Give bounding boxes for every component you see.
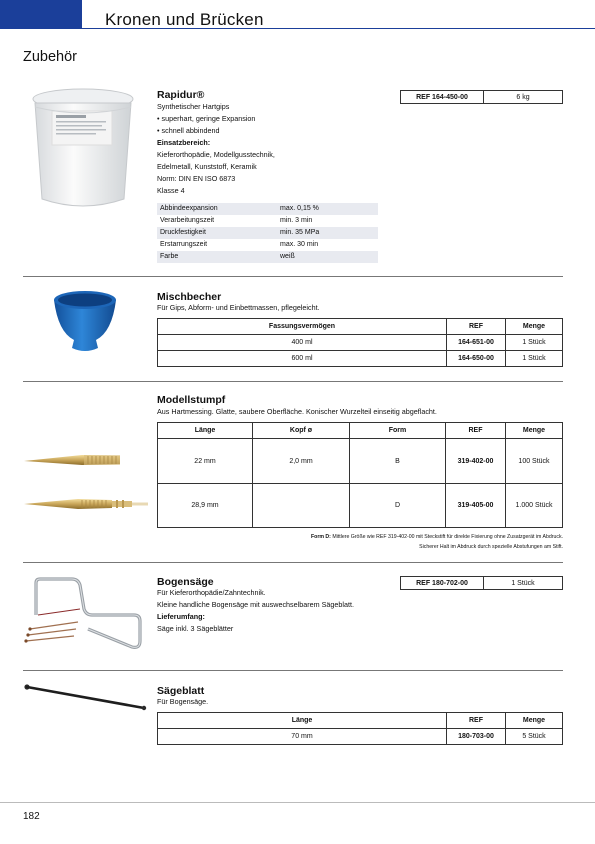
modellstumpf-title: Modellstumpf — [157, 394, 226, 406]
property-row — [157, 251, 378, 263]
bogensaege-ref: REF 180-702-00 — [401, 577, 484, 590]
bogensaege-scope: Säge inkl. 3 Sägeblätter — [157, 624, 234, 633]
rapidur-qty: 6 kg — [484, 91, 563, 104]
property-value: weiß — [280, 253, 295, 260]
rapidur-line: • schnell abbindend — [157, 126, 220, 135]
property-row — [157, 227, 378, 239]
bogensaege-qty: 1 Stück — [484, 577, 563, 590]
rapidur-properties — [157, 203, 378, 263]
note-line: Mittlere Größe wie REF 319-402-00 mit Steckstift für direkte Fixierung ohne Zusatzgerät im Abdruck. — [332, 534, 563, 540]
property-row — [157, 215, 378, 227]
bogensaege-line: Für Kieferorthopädie/Zahntechnik. — [157, 588, 266, 597]
brand-bar — [0, 0, 82, 29]
saegeblatt-title: Sägeblatt — [157, 685, 205, 697]
table-cell-ref: 319-402-00 — [446, 439, 506, 484]
bogensaege-description — [157, 587, 354, 635]
rapidur-klasse: Klasse 4 — [157, 186, 185, 195]
column-header: Länge — [158, 423, 253, 439]
model-pin-b-image — [22, 450, 122, 470]
section-divider — [23, 381, 563, 382]
property-value: max. 0,15 % — [280, 205, 319, 212]
table-header-row — [158, 713, 563, 729]
property-name: Farbe — [160, 253, 179, 260]
table-cell — [253, 484, 350, 528]
plaster-bucket-image — [30, 85, 136, 213]
property-name: Verarbeitungszeit — [160, 217, 215, 224]
column-header: Menge — [506, 423, 563, 439]
table-cell: 5 Stück — [506, 729, 563, 745]
footer-rule — [0, 802, 595, 803]
bogensaege-title: Bogensäge — [157, 576, 214, 588]
table-cell: B — [350, 439, 446, 484]
table-cell: 70 mm — [158, 729, 447, 745]
table-header-row — [158, 423, 563, 439]
column-header: Länge — [158, 713, 447, 729]
table-cell-ref: 164-651-00 — [447, 335, 506, 351]
rapidur-usage-line: Edelmetall, Kunststoff, Keramik — [157, 162, 257, 171]
property-row — [157, 203, 378, 215]
table-row — [158, 484, 563, 528]
mixing-cup-image — [50, 288, 120, 354]
table-cell: 2,0 mm — [253, 439, 350, 484]
property-value: max. 30 min — [280, 241, 319, 248]
bogensaege-line: Kleine handliche Bogensäge mit auswechselbarem Sägeblatt. — [157, 600, 354, 609]
section-title: Zubehör — [23, 49, 78, 65]
property-name: Erstarrungszeit — [160, 241, 208, 248]
table-cell: D — [350, 484, 446, 528]
column-header: Fassungsvermögen — [158, 319, 447, 335]
modellstumpf-description: Aus Hartmessing. Glatte, saubere Oberfläche. Konischer Wurzelteil einseitig abgeflacht. — [157, 407, 437, 416]
table-cell-ref: 164-650-00 — [447, 351, 506, 367]
rapidur-description — [157, 101, 275, 197]
column-header: Menge — [506, 319, 563, 335]
column-header: Menge — [506, 713, 563, 729]
table-cell-ref: 319-405-00 — [446, 484, 506, 528]
table-cell: 1.000 Stück — [506, 484, 563, 528]
table-cell: 1 Stück — [506, 335, 563, 351]
coping-saw-image — [22, 575, 150, 655]
section-divider — [23, 276, 563, 277]
table-row — [158, 729, 563, 745]
page-number: 182 — [23, 811, 40, 822]
table-row — [158, 351, 563, 367]
note-label: Form D: — [311, 534, 331, 540]
rapidur-order-table — [400, 90, 563, 104]
rapidur-title: Rapidur® — [157, 89, 205, 101]
rapidur-usage-label: Einsatzbereich: — [157, 138, 211, 147]
table-header-row — [158, 319, 563, 335]
rapidur-ref: REF 164-450-00 — [401, 91, 484, 104]
section-divider — [23, 670, 563, 671]
property-value: min. 35 MPa — [280, 229, 320, 236]
table-cell: 28,9 mm — [158, 484, 253, 528]
column-header: Form — [350, 423, 446, 439]
property-name: Abbindeexpansion — [160, 205, 218, 212]
note-line: Sicherer Halt im Abdruck durch spezielle Abstufungen am Stift. — [419, 544, 563, 550]
chapter-title: Kronen und Brücken — [105, 10, 264, 29]
mischbecher-title: Mischbecher — [157, 291, 222, 303]
mischbecher-table — [157, 318, 563, 367]
column-header: REF — [446, 423, 506, 439]
property-value: min. 3 min — [280, 217, 313, 224]
column-header: Kopf ø — [253, 423, 350, 439]
modellstumpf-table — [157, 422, 563, 528]
modellstumpf-note — [311, 532, 563, 552]
table-row — [158, 439, 563, 484]
property-name: Druckfestigkeit — [160, 229, 206, 236]
table-cell: 400 ml — [158, 335, 447, 351]
rapidur-line: Synthetischer Hartgips — [157, 102, 230, 111]
mischbecher-description: Für Gips, Abform- und Einbettmassen, pflegeleicht. — [157, 303, 320, 312]
column-header: REF — [447, 319, 506, 335]
table-cell: 1 Stück — [506, 351, 563, 367]
saegeblatt-table — [157, 712, 563, 745]
table-cell: 600 ml — [158, 351, 447, 367]
table-cell-ref: 180-703-00 — [447, 729, 506, 745]
table-cell: 100 Stück — [506, 439, 563, 484]
saegeblatt-description: Für Bogensäge. — [157, 697, 209, 706]
bogensaege-scope-label: Lieferumfang: — [157, 612, 205, 621]
saw-blade-image — [22, 682, 150, 712]
rapidur-line: • superhart, geringe Expansion — [157, 114, 256, 123]
table-row — [158, 335, 563, 351]
property-row — [157, 239, 378, 251]
rapidur-usage-line: Kieferorthopädie, Modellgusstechnik, — [157, 150, 275, 159]
table-cell: 22 mm — [158, 439, 253, 484]
bogensaege-order-table — [400, 576, 563, 590]
model-pin-d-image — [22, 494, 150, 514]
rapidur-norm: Norm: DIN EN ISO 6873 — [157, 174, 236, 183]
column-header: REF — [447, 713, 506, 729]
section-divider — [23, 562, 563, 563]
